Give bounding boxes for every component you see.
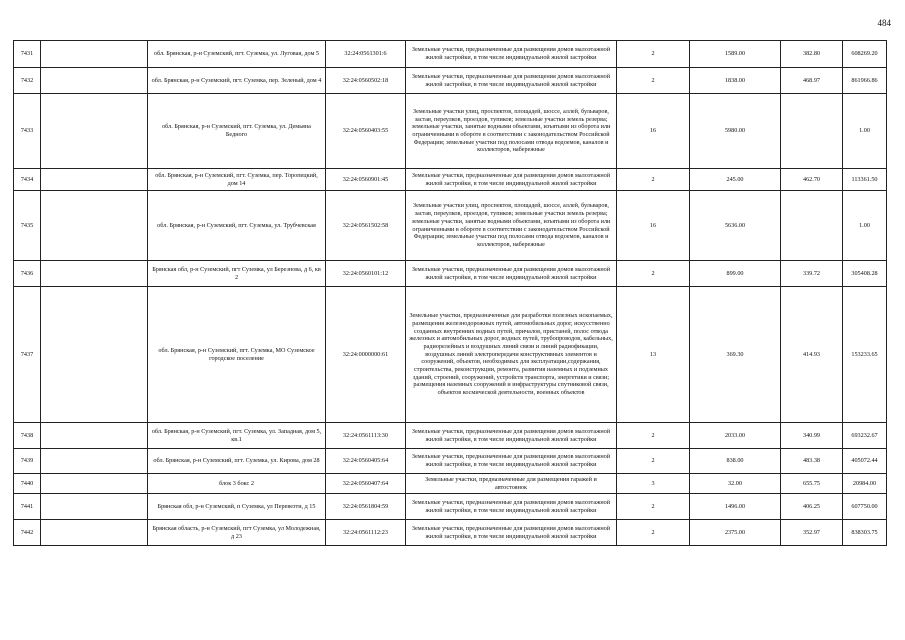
table-row xyxy=(14,449,887,474)
blank-cell xyxy=(41,191,148,261)
row-id: 7439 xyxy=(14,449,41,474)
land-category-cell: Земельные участки, предназначенные для размещения домов малоэтажной жилой застройки, в том числе индивидуальной жилой застройки xyxy=(406,520,617,546)
cadastral-number-cell: 32:24:0560405:64 xyxy=(326,449,406,474)
land-category-cell: Земельные участки, предназначенные для размещения домов малоэтажной жилой застройки, в том числе индивидуальной жилой застройки xyxy=(406,423,617,449)
address-cell: обл. Брянская, р-н Суземский, пгт. Суземка, МО Суземское городское поселение xyxy=(148,287,326,423)
area-cell: 32.00 xyxy=(690,474,781,494)
table-row xyxy=(14,494,887,520)
group-code-cell: 2 xyxy=(617,449,690,474)
area-cell: 5636.00 xyxy=(690,191,781,261)
rate-cell: 382.80 xyxy=(781,41,843,68)
cadastral-value-cell: 838303.75 xyxy=(843,520,887,546)
cadastral-value-cell: 405072.44 xyxy=(843,449,887,474)
group-code-cell: 2 xyxy=(617,68,690,94)
blank-cell xyxy=(41,261,148,287)
rate-cell: 468.97 xyxy=(781,68,843,94)
table-row xyxy=(14,520,887,546)
cadastral-value-cell: 1.00 xyxy=(843,191,887,261)
blank-cell xyxy=(41,423,148,449)
cadastral-value-cell: 153233.65 xyxy=(843,287,887,423)
rate-cell: 352.97 xyxy=(781,520,843,546)
group-code-cell: 2 xyxy=(617,494,690,520)
page-number: 484 xyxy=(877,18,891,28)
row-id: 7432 xyxy=(14,68,41,94)
cadastral-number-cell: 32:24:0560502:18 xyxy=(326,68,406,94)
address-cell: обл. Брянская, р-н Суземский, пгт. Суземка, пер. Зеленый, дом 4 xyxy=(148,68,326,94)
group-code-cell: 3 xyxy=(617,474,690,494)
cadastral-number-cell: 32:24:0560101:12 xyxy=(326,261,406,287)
rate-cell xyxy=(781,191,843,261)
address-cell: обл. Брянская, р-н Суземский, пгт. Суземка, ул. Демьяна Бедного xyxy=(148,94,326,169)
address-cell: обл. Брянская, р-н Суземский, пгт. Суземка, ул. Луговая, дом 5 xyxy=(148,41,326,68)
blank-cell xyxy=(41,94,148,169)
area-cell: 1496.00 xyxy=(690,494,781,520)
row-id: 7440 xyxy=(14,474,41,494)
row-id: 7442 xyxy=(14,520,41,546)
group-code-cell: 13 xyxy=(617,287,690,423)
table-row xyxy=(14,68,887,94)
blank-cell xyxy=(41,287,148,423)
land-category-cell: Земельные участки, предназначенные для размещения домов малоэтажной жилой застройки, в том числе индивидуальной жилой застройки xyxy=(406,68,617,94)
cadastral-value-cell: 608269.20 xyxy=(843,41,887,68)
group-code-cell: 16 xyxy=(617,191,690,261)
row-id: 7436 xyxy=(14,261,41,287)
blank-cell xyxy=(41,41,148,68)
table-row xyxy=(14,261,887,287)
row-id: 7437 xyxy=(14,287,41,423)
blank-cell xyxy=(41,449,148,474)
area-cell: 5980.00 xyxy=(690,94,781,169)
area-cell: 899.00 xyxy=(690,261,781,287)
land-category-cell: Земельные участки улиц, проспектов, площадей, шоссе, аллей, бульваров, застав, переулков, проездов, тупиков; земельные участки земель резерва; земельные участки, занятые водными объектами, изъятыми из оборота или ограниченными в обороте в соответствии с законодательством Российской Федерации; земельные участки под полосами отвода водоемов, каналов и коллекторов, набережные xyxy=(406,191,617,261)
rate-cell: 483.38 xyxy=(781,449,843,474)
blank-cell xyxy=(41,474,148,494)
cadastral-number-cell: 32:24:0561112:23 xyxy=(326,520,406,546)
row-id: 7431 xyxy=(14,41,41,68)
cadastral-number-cell: 32:24:0561113:30 xyxy=(326,423,406,449)
area-cell: 1589.00 xyxy=(690,41,781,68)
table-row xyxy=(14,41,887,68)
cadastral-value-cell: 1.00 xyxy=(843,94,887,169)
address-cell: Брянская обл, р-н Суземский, пгт Суземка, ул Березнова, д 6, кв 2 xyxy=(148,261,326,287)
area-cell: 2375.00 xyxy=(690,520,781,546)
land-registry-table xyxy=(13,40,887,546)
cadastral-number-cell: 32:24:0560403:55 xyxy=(326,94,406,169)
area-cell: 2033.00 xyxy=(690,423,781,449)
cadastral-number-cell: 32:24:0561301:6 xyxy=(326,41,406,68)
rate-cell: 339.72 xyxy=(781,261,843,287)
address-cell: обл. Брянская, р-н Суземский, пгт. Суземка, ул. Западная, дом 5, кв.1 xyxy=(148,423,326,449)
cadastral-value-cell: 861966.86 xyxy=(843,68,887,94)
row-id: 7438 xyxy=(14,423,41,449)
group-code-cell: 2 xyxy=(617,423,690,449)
row-id: 7433 xyxy=(14,94,41,169)
cadastral-value-cell: 607750.00 xyxy=(843,494,887,520)
rate-cell: 406.25 xyxy=(781,494,843,520)
address-cell: Брянская обл, р-н Суземский, п Суземка, ул Перевезти, д 15 xyxy=(148,494,326,520)
row-id: 7434 xyxy=(14,169,41,191)
land-category-cell: Земельные участки, предназначенные для разработки полезных ископаемых, размещения железнодорожных путей, автомобильных дорог, искусственно созданных внутренних водных путей, причалов, пристаней, полос отвода железных и автомобильных дорог, водных путей, трубопроводов, кабельных, радиорелейных и воздушных линий связи и линий радиофикации, воздушных линий электропередачи конструктивных элементов и сооружений, объектов, необходимых для эксплуатации,содержания, строительства, реконструкции, ремонта, развития наземных и подземных зданий, строений, сооружений, устройств транспорта, энергетики и связи; размещения наземных сооружений и инфраструктуры спутниковой связи, объектов космической деятельности, военных объектов xyxy=(406,287,617,423)
rate-cell: 655.75 xyxy=(781,474,843,494)
table-row xyxy=(14,169,887,191)
group-code-cell: 2 xyxy=(617,169,690,191)
cadastral-number-cell: 32:24:0560407:64 xyxy=(326,474,406,494)
group-code-cell: 2 xyxy=(617,261,690,287)
cadastral-number-cell: 32:24:0561804:59 xyxy=(326,494,406,520)
group-code-cell: 16 xyxy=(617,94,690,169)
table-row xyxy=(14,474,887,494)
table-row xyxy=(14,94,887,169)
area-cell: 838.00 xyxy=(690,449,781,474)
land-category-cell: Земельные участки, предназначенные для размещения домов малоэтажной жилой застройки, в том числе индивидуальной жилой застройки xyxy=(406,261,617,287)
area-cell: 245.00 xyxy=(690,169,781,191)
land-category-cell: Земельные участки, предназначенные для размещения домов малоэтажной жилой застройки, в том числе индивидуальной жилой застройки xyxy=(406,169,617,191)
blank-cell xyxy=(41,494,148,520)
cadastral-value-cell: 113361.50 xyxy=(843,169,887,191)
table-row xyxy=(14,423,887,449)
cadastral-number-cell: 32:24:0560901:45 xyxy=(326,169,406,191)
address-cell: обл. Брянская, р-н Суземский, пгт. Суземка, пер. Торопецкий, дом 14 xyxy=(148,169,326,191)
row-id: 7435 xyxy=(14,191,41,261)
land-category-cell: Земельные участки, предназначенные для размещения домов малоэтажной жилой застройки, в том числе индивидуальной жилой застройки xyxy=(406,41,617,68)
address-cell: блок 3 бокс 2 xyxy=(148,474,326,494)
table-body xyxy=(14,41,887,546)
blank-cell xyxy=(41,169,148,191)
address-cell: Брянская область, р-н Суземский, пгт Суземка, ул Молодежная, д 23 xyxy=(148,520,326,546)
land-category-cell: Земельные участки улиц, проспектов, площадей, шоссе, аллей, бульваров, застав, переулков, проездов, тупиков; земельные участки земель резерва; земельные участки, занятые водными объектами, изъятыми из оборота или ограниченными в обороте в соответствии с законодательством Российской Федерации; земельные участки под полосами отвода водоемов, каналов и коллекторов, набережные xyxy=(406,94,617,169)
rate-cell xyxy=(781,94,843,169)
area-cell: 1838.00 xyxy=(690,68,781,94)
land-category-cell: Земельные участки, предназначенные для размещения гаражей и автостоянок xyxy=(406,474,617,494)
blank-cell xyxy=(41,520,148,546)
address-cell: обл. Брянская, р-н Суземский, пгт. Суземка, ул. Трубчевская xyxy=(148,191,326,261)
rate-cell: 462.70 xyxy=(781,169,843,191)
area-cell: 369.30 xyxy=(690,287,781,423)
table-row xyxy=(14,287,887,423)
cadastral-value-cell: 693232.67 xyxy=(843,423,887,449)
row-id: 7441 xyxy=(14,494,41,520)
cadastral-value-cell: 305408.28 xyxy=(843,261,887,287)
land-category-cell: Земельные участки, предназначенные для размещения домов малоэтажной жилой застройки, в том числе индивидуальной жилой застройки xyxy=(406,449,617,474)
group-code-cell: 2 xyxy=(617,41,690,68)
cadastral-number-cell: 32:24:0561502:58 xyxy=(326,191,406,261)
cadastral-value-cell: 20984.00 xyxy=(843,474,887,494)
rate-cell: 414.93 xyxy=(781,287,843,423)
rate-cell: 340.99 xyxy=(781,423,843,449)
cadastral-number-cell: 32:24:0000000:61 xyxy=(326,287,406,423)
table-row xyxy=(14,191,887,261)
address-cell: обл. Брянская, р-н Суземский, пгт. Суземка, ул. Кирова, дом 28 xyxy=(148,449,326,474)
blank-cell xyxy=(41,68,148,94)
group-code-cell: 2 xyxy=(617,520,690,546)
land-category-cell: Земельные участки, предназначенные для размещения домов малоэтажной жилой застройки, в том числе индивидуальной жилой застройки xyxy=(406,494,617,520)
